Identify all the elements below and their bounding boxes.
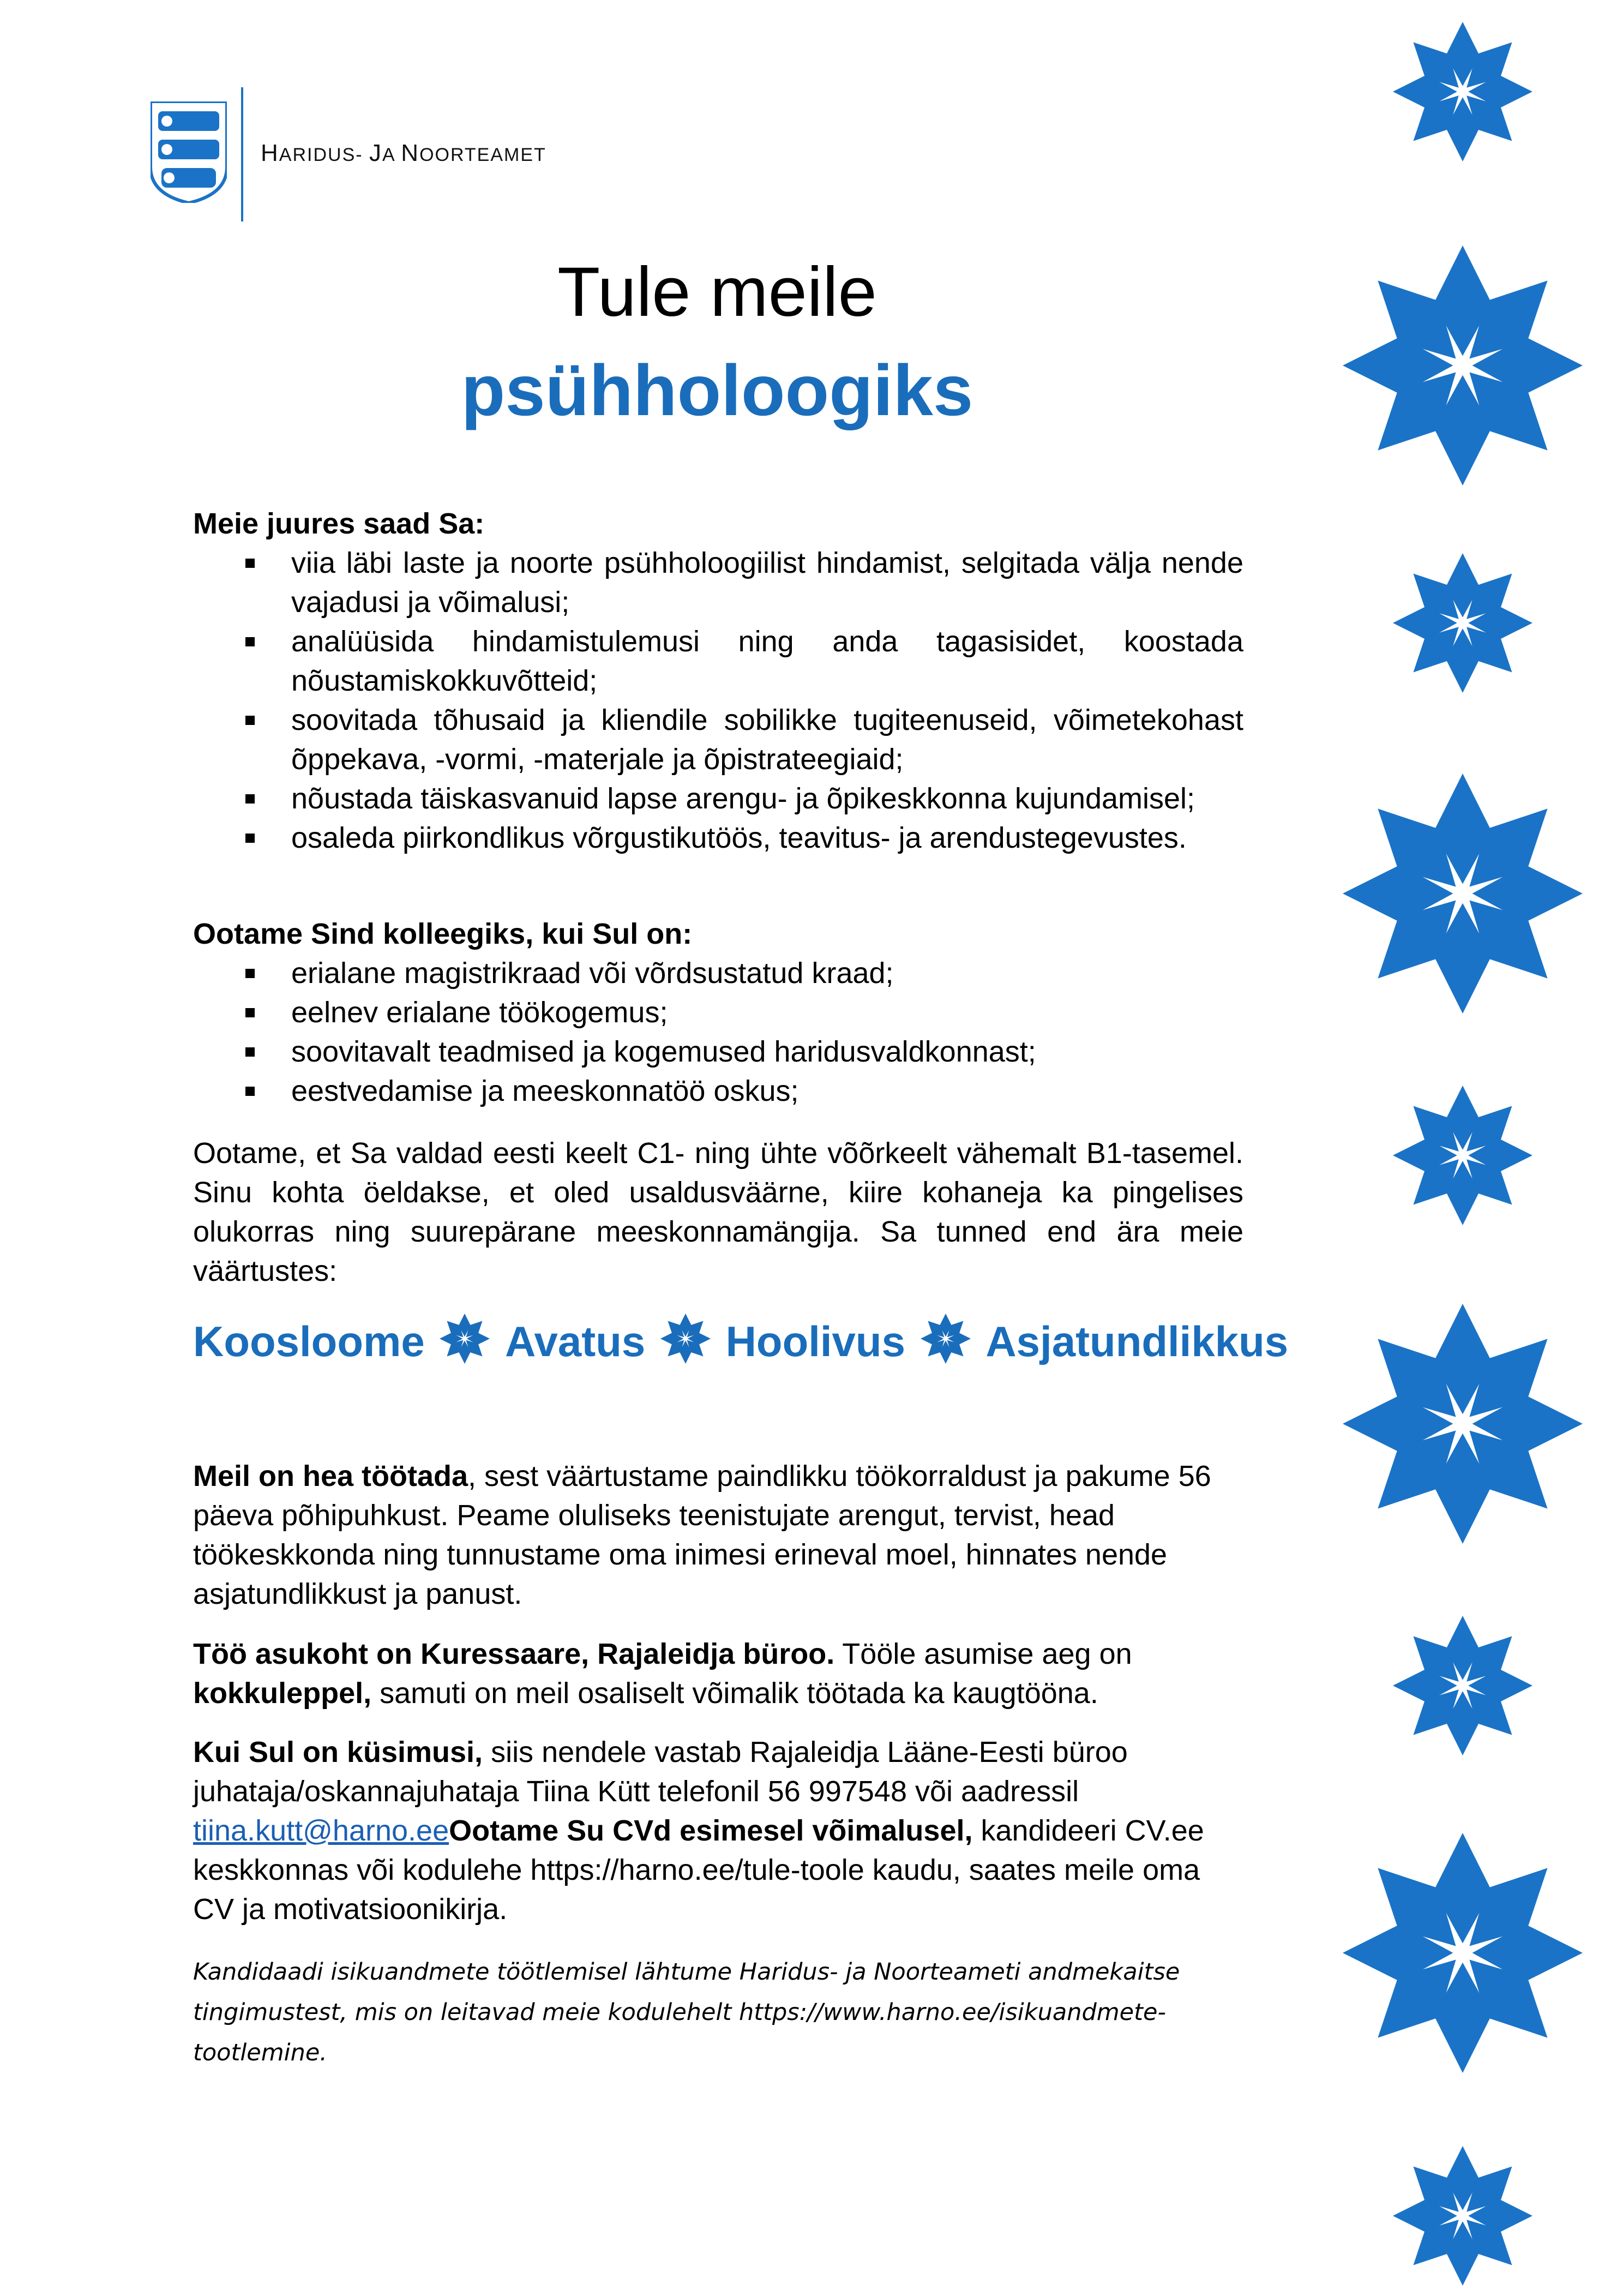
star-icon	[660, 1314, 711, 1364]
language-paragraph: Ootame, et Sa valdad eesti keelt C1- ning ühte võõrkeelt vähemalt B1-tasemel. Sinu kohta öeldakse, et oled usaldusväärne, kiire kohaneja ka pingelises olukorras ning suurepärane meeskonnamängija. Sa tunned end ära meie väärtustes:	[193, 1137, 1243, 1287]
list-item: eelnev erialane töökogemus;	[193, 993, 1243, 1032]
requirements-heading: Ootame Sind kolleegiks, kui Sul on:	[193, 918, 693, 950]
star-icon	[1393, 22, 1532, 161]
logo-divider	[241, 87, 243, 221]
estonian-coat-of-arms-logo	[151, 101, 227, 203]
contact-paragraph	[193, 1733, 1243, 1929]
apply-text: kandideeri CV.ee keskkonnas või kodulehe https://harno.ee/tule-toole kaudu, saates meile oma CV ja motivatsioonikirja.	[193, 1814, 1204, 1926]
value-word: Koosloome	[193, 1317, 425, 1365]
value-word: Avatus	[505, 1317, 646, 1365]
star-icon	[1343, 774, 1583, 1014]
page-title-line1: Tule meile	[557, 253, 877, 331]
star-icon	[1393, 1086, 1532, 1225]
contact-text: siis nendele vastab Rajaleidja Lääne-Eesti büroo juhataja/oskannajuhataja Tiina Kütt telefonil 56 997548 või aadressil	[193, 1736, 1128, 1808]
star-icon	[1343, 245, 1583, 485]
list-item: viia läbi laste ja noorte psühholoogiilist hindamist, selgitada välja nende vajadusi ja võimalusi;	[193, 543, 1243, 622]
value-word: Asjatundlikkus	[985, 1317, 1289, 1365]
value-word: Hoolivus	[725, 1317, 905, 1365]
requirements-section	[193, 914, 1243, 1111]
email-link[interactable]: tiina.kutt@harno.ee	[193, 1814, 449, 1847]
organization-name: HARIDUS- JA NOORTEAMET	[261, 140, 546, 166]
duties-heading: Meie juures saad Sa:	[193, 507, 485, 540]
questions-bold: Kui Sul on küsimusi,	[193, 1736, 483, 1769]
location-text: Tööle asumise aeg on	[834, 1638, 1132, 1670]
star-icon	[921, 1314, 971, 1364]
benefits-paragraph	[193, 1456, 1243, 1614]
list-item: analüüsida hindamistulemusi ning anda tagasisidet, koostada nõustamiskokkuvõtteid;	[193, 622, 1243, 700]
benefits-bold: Meil on hea töötada	[193, 1460, 468, 1492]
duties-list	[193, 543, 1243, 858]
privacy-note: Kandidaadi isikuandmete töötlemisel lähtume Haridus- ja Noorteameti andmekaitse tingimustest, mis on leitavad meie kodulehelt https://www.harno.ee/isikuandmete-tootlemine.	[193, 1958, 1180, 2066]
list-item: erialane magistrikraad või võrdsustatud kraad;	[193, 954, 1243, 993]
list-item: eestvedamise ja meeskonnatöö oskus;	[193, 1071, 1243, 1111]
list-item: osaleda piirkondlikus võrgustikutöös, teavitus- ja arendustegevustes.	[193, 818, 1243, 858]
list-item: soovitada tõhusaid ja kliendile sobilikke tugiteenuseid, võimetekohast õppekava, -vormi, -materjale ja õpistrateegiaid;	[193, 700, 1243, 779]
remote-text: samuti on meil osaliselt võimalik töötada ka kaugtööna.	[371, 1677, 1098, 1710]
list-item: soovitavalt teadmised ja kogemused haridusvaldkonnast;	[193, 1032, 1243, 1071]
apply-bold: Ootame Su CVd esimesel võimalusel,	[449, 1814, 973, 1847]
list-item: nõustada täiskasvanuid lapse arengu- ja õpikeskkonna kujundamisel;	[193, 779, 1243, 818]
star-icon	[1393, 2146, 1532, 2286]
star-icon	[1393, 1616, 1532, 1755]
decorative-stars	[1254, 0, 1623, 2296]
star-icon	[1343, 1304, 1583, 1544]
star-icon	[1343, 1833, 1583, 2073]
duties-section	[193, 504, 1243, 858]
benefits-text: , sest väärtustame paindlikku töökorraldust ja pakume 56 päeva põhipuhkust. Peame oluliseks teenistujate arengut, tervist, head töökeskkonda ning tunnustame oma inimesi erineval moel, hinnates nende asjatundlikkust ja panust.	[193, 1460, 1211, 1610]
page-title-line2: psühholoogiks	[461, 350, 973, 430]
start-bold: kokkuleppel,	[193, 1677, 372, 1710]
star-icon	[440, 1314, 490, 1364]
requirements-list	[193, 954, 1243, 1111]
location-paragraph	[193, 1634, 1243, 1713]
values-row	[193, 1314, 1289, 1366]
star-icon	[1393, 553, 1532, 693]
location-bold: Töö asukoht on Kuressaare, Rajaleidja büroo.	[193, 1638, 835, 1670]
